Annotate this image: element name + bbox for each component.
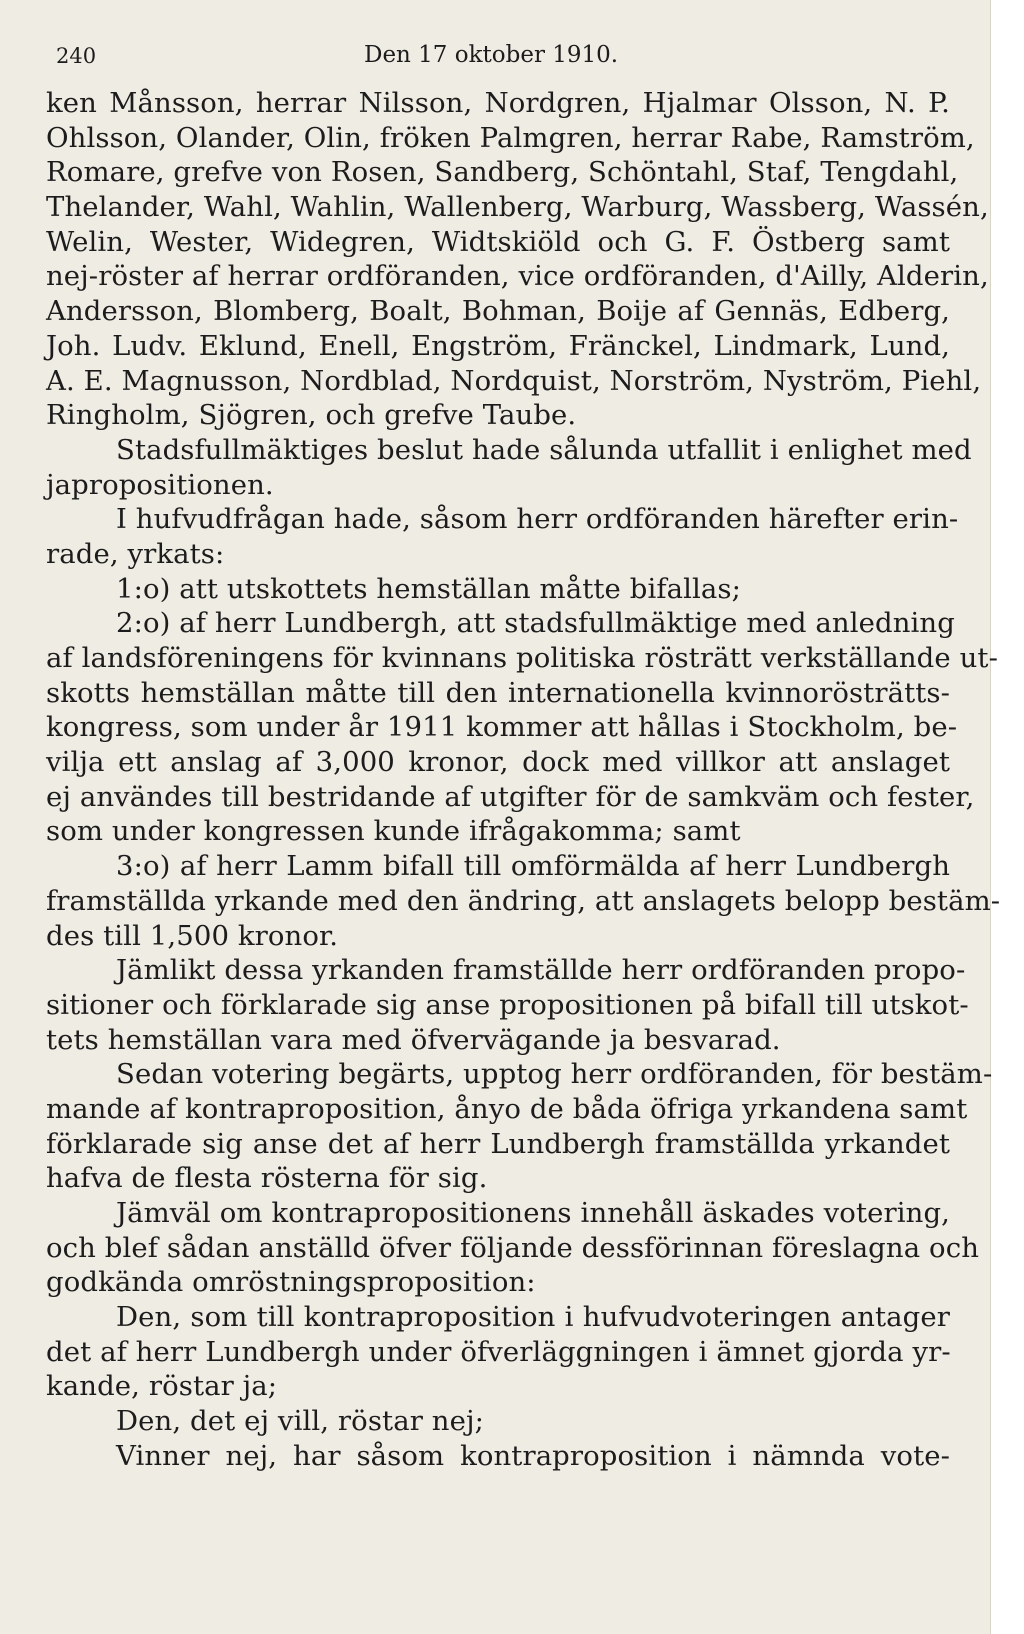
- text-line: Romare, grefve von Rosen, Sandberg, Schöntahl, Staf, Tengdahl,: [46, 156, 959, 189]
- text-line: Sedan votering begärts, upptog herr ordföranden, för bestäm-: [116, 1058, 993, 1091]
- running-header: [56, 44, 956, 76]
- text-line: nej-röster af herrar ordföranden, vice ordföranden, d'Ailly, Alderin,: [46, 260, 989, 293]
- text-line: japropositionen.: [46, 468, 274, 501]
- text-line: Jämväl om kontrapropositionens innehåll äskades votering,: [116, 1197, 950, 1229]
- text-line: Ringholm, Sjögren, och grefve Taube.: [46, 399, 577, 432]
- text-line: A. E. Magnusson, Nordblad, Nordquist, Norström, Nyström, Piehl,: [46, 364, 982, 397]
- text-line: sitioner och förklarade sig anse propositionen på bifall till utskot-: [46, 988, 969, 1021]
- text-line: Ohlsson, Olander, Olin, fröken Palmgren, herrar Rabe, Ramström,: [46, 121, 975, 154]
- text-line: som under kongressen kunde ifrågakomma; samt: [46, 815, 741, 848]
- text-line: och blef sådan anställd öfver följande dessförinnan föreslagna och: [46, 1231, 980, 1264]
- text-line: tets hemställan vara med öfvervägande ja besvarad.: [46, 1023, 781, 1056]
- text-line: Stadsfullmäktiges beslut hade sålunda utfallit i enlighet med: [116, 433, 972, 466]
- text-line: af landsföreningens för kvinnans politiska rösträtt verkställande ut-: [46, 642, 998, 674]
- text-line: Den, det ej vill, röstar nej;: [116, 1405, 484, 1438]
- text-line: kande, röstar ja;: [46, 1370, 278, 1403]
- running-head-title: Den 17 oktober 1910.: [364, 42, 619, 68]
- text-line: I hufvudfrågan hade, såsom herr ordföranden härefter erin-: [116, 503, 959, 536]
- text-line: des till 1,500 kronor.: [46, 919, 339, 952]
- text-line: Den, som till kontraproposition i hufvudvoteringen antager: [116, 1301, 950, 1334]
- text-line: hafva de flesta rösterna för sig.: [46, 1162, 488, 1195]
- text-line: ken Månsson, herrar Nilsson, Nordgren, Hjalmar Olsson, N. P.: [46, 87, 950, 119]
- text-line: skotts hemställan måtte till den internationella kvinnorösträtts-: [46, 676, 950, 709]
- text-line: godkända omröstningsproposition:: [46, 1266, 536, 1299]
- text-line: förklarade sig anse det af herr Lundbergh framställda yrkandet: [46, 1127, 950, 1160]
- page-number: 240: [56, 44, 97, 68]
- body-text: [46, 86, 1001, 1474]
- text-line: vilja ett anslag af 3,000 kronor, dock med villkor att anslaget: [46, 746, 950, 779]
- text-line: framställda yrkande med den ändring, att anslagets belopp bestäm-: [46, 884, 1001, 917]
- text-line: Welin, Wester, Widegren, Widtskiöld och G. F. Östberg samt: [46, 225, 950, 258]
- text-line: Andersson, Blomberg, Boalt, Bohman, Boije af Gennäs, Edberg,: [46, 295, 950, 328]
- text-line: 2:o) af herr Lundbergh, att stadsfullmäktige med anledning: [116, 607, 955, 640]
- text-line: kongress, som under år 1911 kommer att hållas i Stockholm, be-: [46, 711, 958, 744]
- text-line: Vinner nej, har såsom kontraproposition i nämnda vote-: [116, 1439, 950, 1472]
- text-line: ej användes till bestridande af utgifter för de samkväm och fester,: [46, 780, 975, 813]
- text-line: Joh. Ludv. Eklund, Enell, Engström, Fränckel, Lindmark, Lund,: [46, 329, 950, 362]
- text-line: Jämlikt dessa yrkanden framställde herr ordföranden propo-: [116, 954, 966, 987]
- text-line: rade, yrkats:: [46, 537, 225, 570]
- text-line: 1:o) att utskottets hemställan måtte bifallas;: [116, 572, 741, 605]
- text-line: 3:o) af herr Lamm bifall till omförmälda af herr Lundbergh: [116, 850, 950, 883]
- text-line: det af herr Lundbergh under öfverläggningen i ämnet gjorda yr-: [46, 1335, 951, 1368]
- text-line: Thelander, Wahl, Wahlin, Wallenberg, Warburg, Wassberg, Wassén,: [46, 191, 989, 224]
- text-line: mande af kontraproposition, ånyo de båda öfriga yrkandena samt: [46, 1092, 968, 1125]
